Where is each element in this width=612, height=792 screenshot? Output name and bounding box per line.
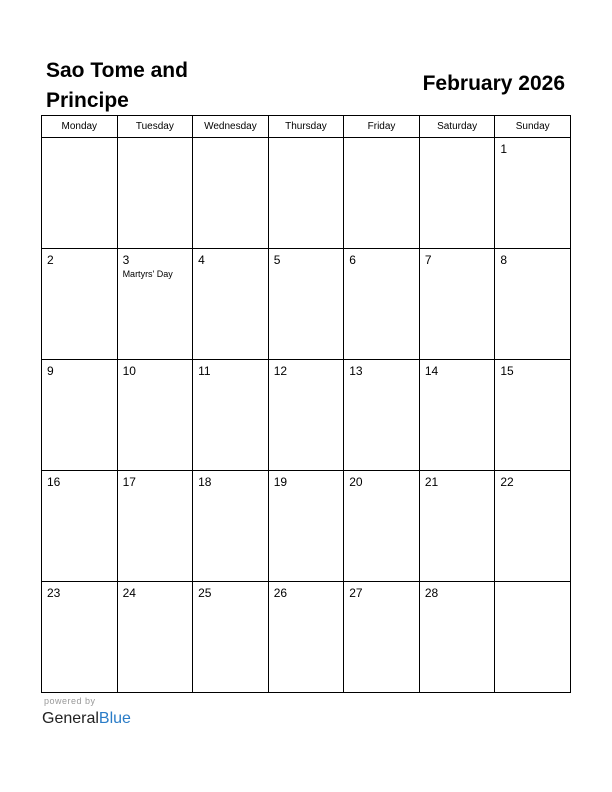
brand-logo [42, 708, 131, 730]
day-number: 18 [198, 475, 212, 489]
day-cell [344, 582, 420, 693]
weekday-header: Sunday [495, 116, 571, 138]
day-cell [193, 360, 269, 471]
day-number: 14 [424, 364, 439, 378]
day-number: 17 [122, 475, 136, 489]
day-cell [495, 249, 571, 360]
day-cell [268, 360, 344, 471]
day-cell [419, 471, 495, 582]
day-number: 15 [500, 364, 514, 378]
weekday-header-row [42, 116, 571, 138]
day-number: 22 [500, 475, 514, 489]
week-row [42, 471, 571, 582]
day-number: 11 [198, 364, 211, 378]
day-cell [268, 249, 344, 360]
day-number: 4 [198, 253, 205, 267]
week-row [42, 360, 571, 471]
day-cell [193, 138, 269, 249]
day-cell [42, 582, 118, 693]
day-cell [268, 582, 344, 693]
day-cell [193, 471, 269, 582]
day-cell [268, 138, 344, 249]
day-number: 21 [424, 475, 439, 489]
day-number: 27 [349, 586, 363, 600]
day-cell [117, 582, 193, 693]
month-title: February 2026 [422, 72, 565, 95]
weekday-header: Tuesday [117, 116, 193, 138]
weekday-header: Wednesday [193, 116, 269, 138]
day-cell [419, 249, 495, 360]
brand-blue: Blue [98, 710, 131, 727]
day-cell [42, 138, 118, 249]
day-number: 12 [273, 364, 288, 378]
day-number: 23 [47, 586, 61, 600]
day-cell [344, 249, 420, 360]
day-cell [268, 471, 344, 582]
day-cell [495, 360, 571, 471]
day-cell [117, 360, 193, 471]
day-number: 25 [198, 586, 212, 600]
day-number: 20 [349, 475, 363, 489]
day-cell [193, 249, 269, 360]
calendar-grid [41, 115, 571, 693]
day-number: 26 [273, 586, 288, 600]
holiday-label: Martyrs' Day [122, 269, 173, 279]
day-cell [42, 360, 118, 471]
powered-by-text: powered by [44, 696, 96, 706]
day-number: 13 [349, 364, 363, 378]
day-cell [42, 471, 118, 582]
day-cell [193, 582, 269, 693]
day-cell [495, 138, 571, 249]
day-number: 28 [424, 586, 439, 600]
day-number: 10 [122, 364, 136, 378]
brand-general: General [42, 710, 99, 727]
day-number: 1 [500, 142, 508, 156]
weekday-header: Thursday [268, 116, 344, 138]
weekday-header: Monday [42, 116, 118, 138]
day-cell [419, 360, 495, 471]
day-number: 6 [349, 253, 356, 267]
day-number: 16 [47, 475, 61, 489]
footer [42, 696, 131, 730]
day-cell [344, 471, 420, 582]
day-number: 24 [122, 586, 136, 600]
day-number: 19 [273, 475, 288, 489]
day-cell [117, 138, 193, 249]
day-number: 5 [273, 253, 281, 267]
day-cell [117, 471, 193, 582]
day-number: 3 [122, 253, 130, 267]
day-number: 9 [47, 364, 54, 378]
day-number: 7 [424, 253, 432, 267]
day-cell [344, 360, 420, 471]
day-number: 8 [500, 253, 508, 267]
weekday-header: Friday [344, 116, 420, 138]
week-row [42, 138, 571, 249]
country-title: Sao Tome and Principe [46, 59, 188, 112]
day-cell [495, 471, 571, 582]
day-cell [117, 249, 193, 360]
day-cell [344, 138, 420, 249]
day-cell [42, 249, 118, 360]
day-cell [419, 138, 495, 249]
weekday-header: Saturday [419, 116, 495, 138]
day-number: 2 [47, 253, 54, 267]
week-row [42, 582, 571, 693]
day-cell [419, 582, 495, 693]
week-row [42, 249, 571, 360]
day-cell [495, 582, 571, 693]
